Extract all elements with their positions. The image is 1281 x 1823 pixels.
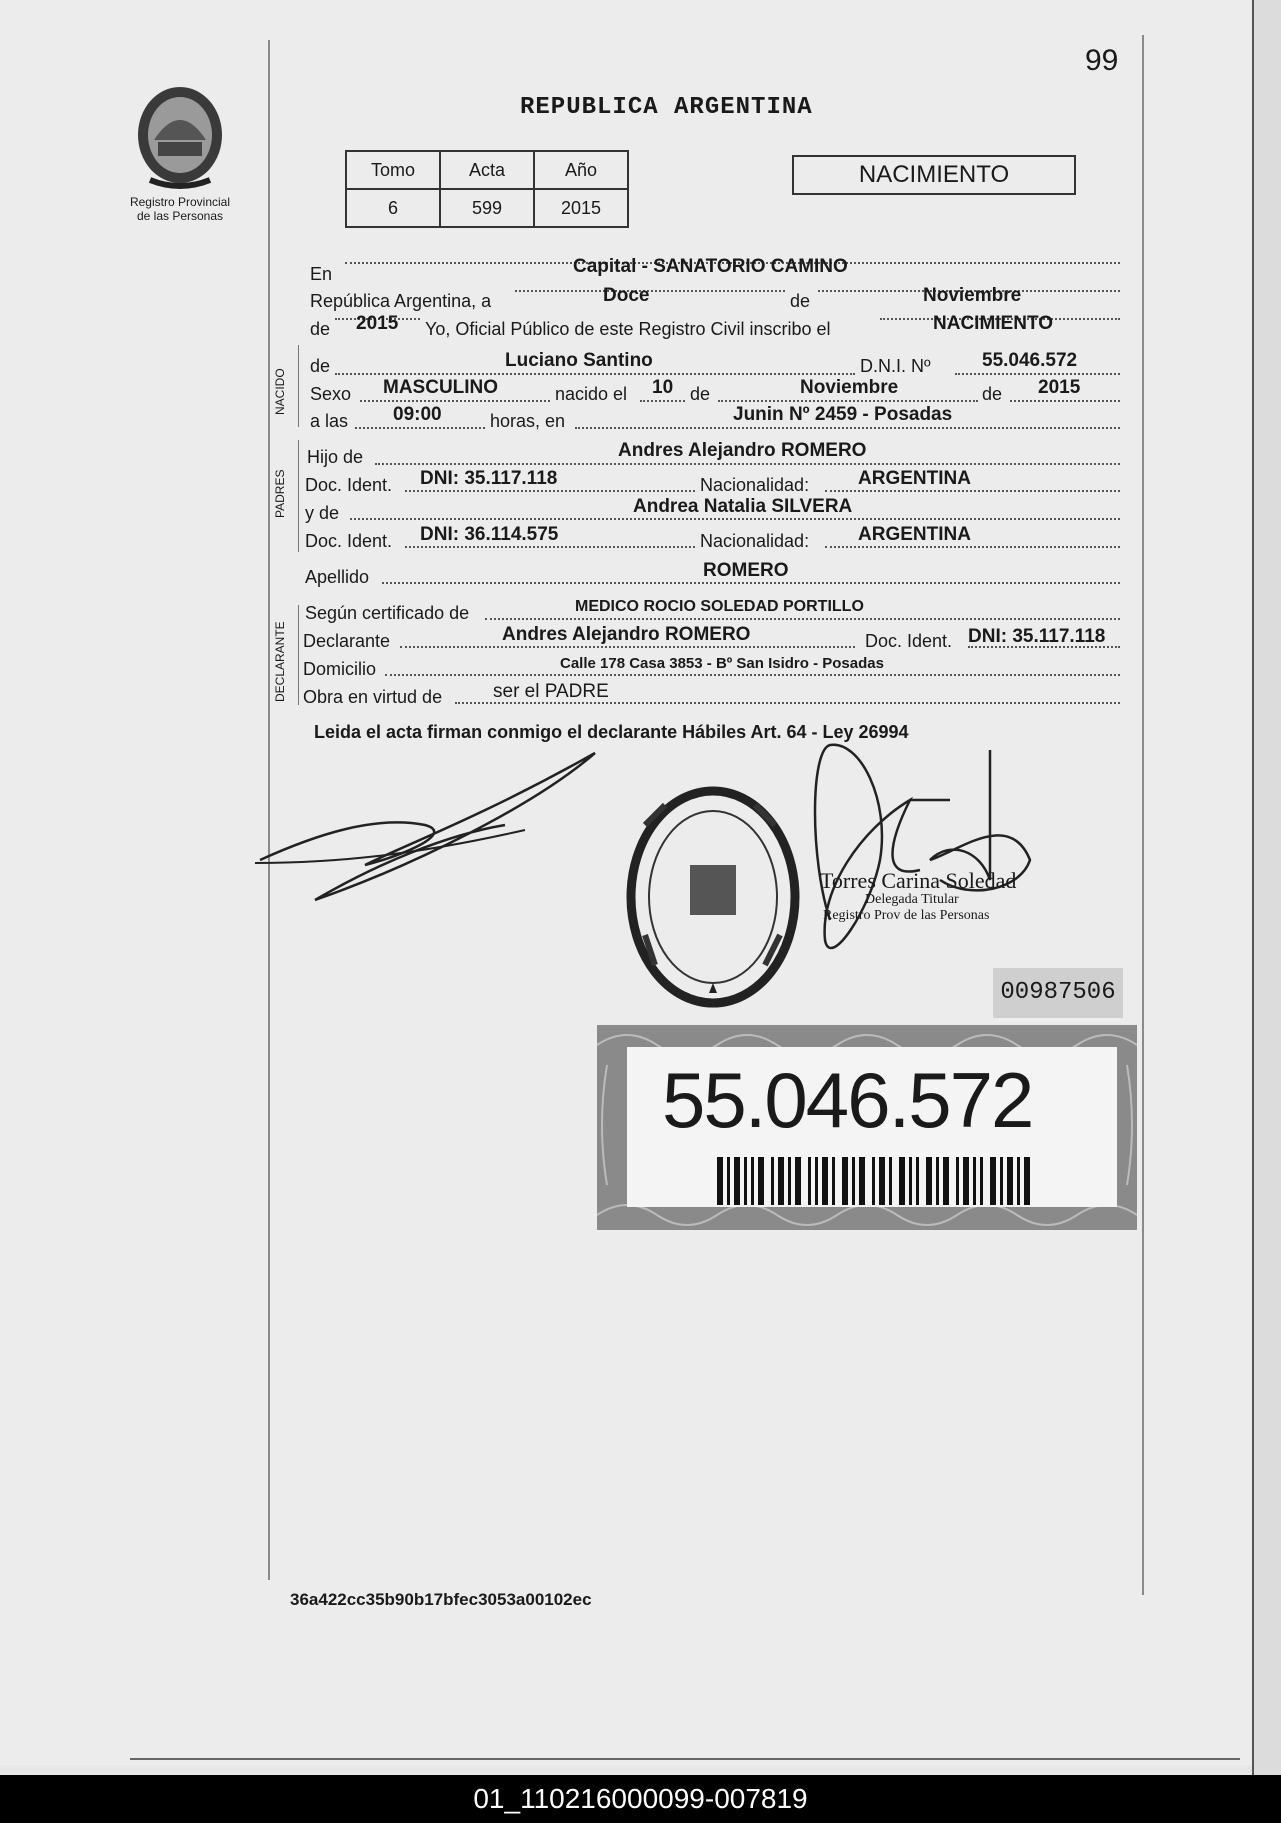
adjacent-page-edge (1252, 0, 1281, 1775)
dotted-line (350, 518, 1120, 520)
reference-table (345, 150, 629, 228)
sticker-dni-number: 55.046.572 (662, 1056, 1033, 1144)
provincial-seal-logo (130, 80, 230, 190)
mother-nationality-value: ARGENTINA (858, 524, 971, 545)
de2-label: de (310, 319, 331, 339)
logo-caption (115, 195, 245, 223)
apellido-label: Apellido (305, 567, 370, 587)
dotted-line (718, 400, 978, 402)
mother-dni-value: DNI: 36.114.575 (420, 524, 559, 545)
day-value: Doce (603, 285, 650, 306)
file-id-footer: 01_110216000099-007819 (0, 1775, 1281, 1823)
ref-value-acta: 599 (440, 189, 534, 227)
dotted-line (968, 646, 1120, 648)
dotted-line (825, 546, 1120, 548)
logo-caption-line1: Registro Provincial (129, 195, 231, 209)
side-label-padres: PADRES (273, 469, 287, 518)
de-label: de (790, 291, 811, 311)
declarante-label: Declarante (303, 631, 391, 651)
right-margin-line (1142, 35, 1144, 1595)
dotted-line (385, 674, 1120, 676)
doc2-label: Doc. Ident. (305, 531, 393, 551)
sticker-label (627, 1047, 1117, 1207)
dni-label: D.N.I. Nº (860, 356, 931, 376)
dotted-line (640, 400, 685, 402)
bottom-edge-line (130, 1758, 1240, 1760)
dotted-line (375, 463, 1120, 465)
month-value: Noviembre (923, 285, 1022, 306)
birth-year-value: 2015 (1038, 377, 1081, 398)
sexo-label: Sexo (310, 384, 352, 404)
ref-header-anio: Año (534, 151, 628, 189)
signer-organization: Registro Prov de las Personas (823, 908, 990, 923)
birth-day-value: 10 (652, 377, 674, 398)
nacionalidad-label: Nacionalidad: (700, 475, 810, 495)
dotted-line (382, 582, 1120, 584)
signer-role: Delegada Titular (865, 892, 959, 907)
dotted-line (335, 373, 855, 375)
year-value: 2015 (356, 313, 399, 334)
dotted-line (515, 290, 785, 292)
dotted-line (1010, 400, 1120, 402)
document-title: REPUBLICA ARGENTINA (520, 94, 813, 121)
dotted-line (405, 546, 695, 548)
father-name-value: Andres Alejandro ROMERO (618, 440, 867, 461)
sex-value: MASCULINO (383, 377, 499, 398)
de4-label: de (690, 384, 711, 404)
doc-label: Doc. Ident. (305, 475, 393, 495)
section-divider (298, 440, 299, 552)
hijo-label: Hijo de (307, 447, 364, 467)
nacionalidad2-label: Nacionalidad: (700, 531, 810, 551)
dni-sticker (597, 1025, 1137, 1230)
dotted-line (400, 646, 855, 648)
dotted-line (575, 427, 1120, 429)
section-divider (298, 605, 299, 705)
father-nationality-value: ARGENTINA (858, 468, 971, 489)
ref-value-tomo: 6 (346, 189, 440, 227)
inscribo-text: Yo, Oficial Público de este Registro Civil inscribo el (425, 319, 831, 339)
yde-label: y de (305, 503, 340, 523)
side-label-declarante: DECLARANTE (273, 621, 287, 702)
republica-label: República Argentina, a (310, 291, 492, 311)
side-label-nacido: NACIDO (273, 368, 287, 415)
dotted-line (825, 490, 1120, 492)
nacido-label: nacido el (555, 384, 628, 404)
barcode (717, 1157, 1037, 1205)
de5-label: de (982, 384, 1003, 404)
domicilio-label: Domicilio (303, 659, 377, 679)
logo-caption-line2: de las Personas (136, 209, 224, 223)
father-dni-value: DNI: 35.117.118 (420, 468, 558, 489)
en-label: En (310, 264, 333, 284)
de3-label: de (310, 356, 331, 376)
signer-name: Torres Carina Soledad (820, 868, 1017, 893)
act-type-box: NACIMIENTO (792, 155, 1076, 195)
mother-name-value: Andrea Natalia SILVERA (633, 496, 853, 517)
serial-number: 00987506 (993, 968, 1123, 1018)
place-value: Capital - SANATORIO CAMINO (573, 256, 848, 277)
inscribo-value: NACIMIENTO (933, 313, 1053, 334)
closing-statement: Leida el acta firman conmigo el declarante Hábiles Art. 64 - Ley 26994 (314, 722, 909, 742)
birth-month-value: Noviembre (800, 377, 899, 398)
horas-label: horas, en (490, 411, 566, 431)
declarant-dni-value: DNI: 35.117.118 (968, 626, 1106, 647)
document-hash: 36a422cc35b90b17bfec3053a00102ec (290, 1590, 592, 1609)
dotted-line (355, 427, 485, 429)
section-divider (298, 345, 299, 427)
ref-header-acta: Acta (440, 151, 534, 189)
surname-value: ROMERO (703, 560, 789, 581)
by-virtue-value: ser el PADRE (493, 681, 609, 702)
child-dni-value: 55.046.572 (982, 350, 1078, 371)
declarant-signature (255, 745, 600, 910)
official-stamp (625, 785, 800, 1010)
ref-value-anio: 2015 (534, 189, 628, 227)
decl-doc-label: Doc. Ident. (865, 631, 953, 651)
dotted-line (955, 373, 1120, 375)
declarant-name-value: Andres Alejandro ROMERO (502, 624, 751, 645)
dotted-line (405, 490, 695, 492)
ref-header-tomo: Tomo (346, 151, 440, 189)
dotted-line (485, 618, 1120, 620)
address-value: Calle 178 Casa 3853 - Bº San Isidro - Posadas (560, 655, 884, 672)
obra-label: Obra en virtud de (303, 687, 443, 707)
official-signature (790, 740, 1050, 980)
child-name-value: Luciano Santino (505, 350, 653, 371)
segun-label: Según certificado de (305, 603, 470, 623)
alas-label: a las (310, 411, 349, 431)
birth-time-value: 09:00 (393, 404, 442, 425)
page-number: 99 (1085, 44, 1119, 77)
dotted-line (360, 400, 550, 402)
certificate-value: MEDICO ROCIO SOLEDAD PORTILLO (575, 598, 864, 615)
birth-place-value: Junin Nº 2459 - Posadas (733, 404, 953, 425)
